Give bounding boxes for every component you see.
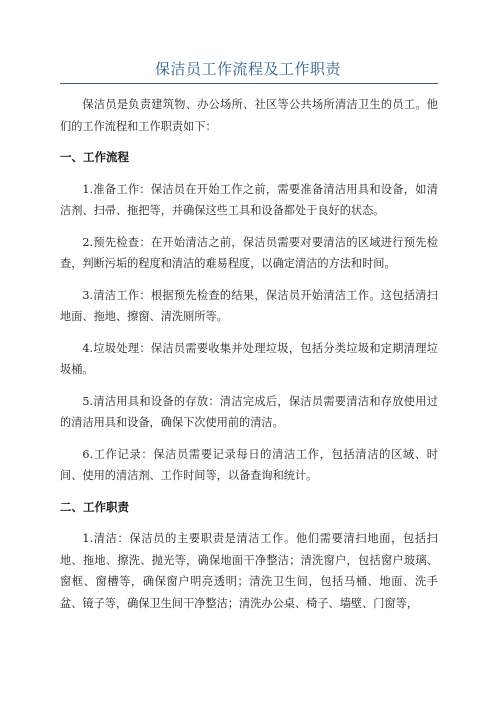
intro-paragraph: 保洁员是负责建筑物、办公场所、社区等公共场所清洁卫生的员工。他们的工作流程和工作职责如下： [60,98,438,133]
duties-item-1: 1.清洁：保洁员的主要职责是清洁工作。他们需要清扫地面，包括扫地、拖地、擦洗、抛光等，确保地面干净整洁；清洗窗户，包括窗户玻璃、窗框、窗槽等，确保窗户明亮透明；清洗卫生间，包括马桶、地面、洗手盆、镜子等，确保卫生间干净整洁；清洗办公桌、椅子、墙壁、门窗等， [60,532,438,610]
section-heading-duties: 二、工作职责 [60,499,129,514]
workflow-item-4: 4.垃圾处理：保洁员需要收集并处理垃圾，包括分类垃圾和定期清理垃圾桶。 [60,341,438,376]
section-heading-workflow: 一、工作流程 [60,150,129,164]
workflow-item-6: 6.工作记录：保洁员需要记录每日的清洁工作，包括清洁的区域、时间、使用的清洁剂、工作时间等，以备查询和统计。 [60,447,438,482]
workflow-item-2: 2.预先检查：在开始清洁之前，保洁员需要对要清洁的区域进行预先检查，判断污垢的程度和清洁的难易程度，以确定清洁的方法和时间。 [60,235,438,270]
workflow-item-5: 5.清洁用具和设备的存放：清洁完成后，保洁员需要清洁和存放使用过的清洁用具和设备，确保下次使用前的清洁。 [60,394,438,429]
title-underline [60,83,438,84]
workflow-item-1: 1.准备工作：保洁员在开始工作之前，需要准备清洁用具和设备，如清洁剂、扫帚、拖把等，并确保这些工具和设备都处于良好的状态。 [60,182,438,217]
document-title: 保洁员工作流程及工作职责 [154,60,341,78]
workflow-item-3: 3.清洁工作：根据预先检查的结果，保洁员开始清洁工作。这包括清扫地面、拖地、擦窗、清洗厕所等。 [60,288,438,323]
document-body [60,94,438,624]
